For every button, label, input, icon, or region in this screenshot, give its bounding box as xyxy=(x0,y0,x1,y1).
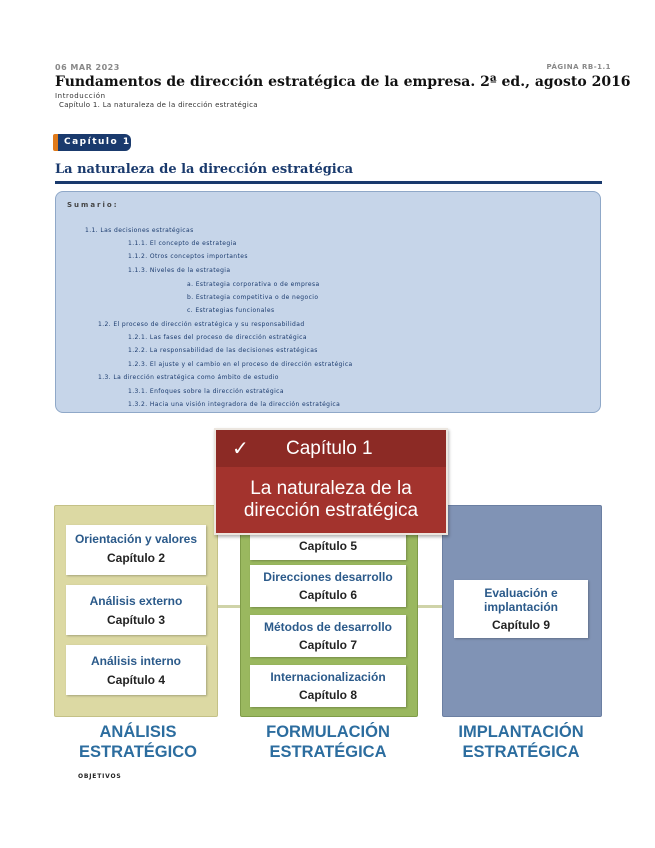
summary-heading: Sumario: xyxy=(67,201,119,209)
document-date: 06 MAR 2023 xyxy=(55,63,120,72)
card-internacionalizacion[interactable] xyxy=(250,665,406,707)
card-evaluacion-implantacion[interactable] xyxy=(454,580,588,638)
card-chapter: Capítulo 9 xyxy=(491,618,550,632)
card-chapter: Capítulo 4 xyxy=(106,673,165,687)
label-line: ESTRATÉGICA xyxy=(269,743,387,761)
highlight-chapter: Capítulo 1 xyxy=(286,438,373,459)
toc-item[interactable]: 1.1. Las decisiones estratégicas xyxy=(85,227,194,234)
toc-item[interactable]: a. Estrategia corporativa o de empresa xyxy=(187,281,320,288)
toc-item[interactable]: 1.2.1. Las fases del proceso de dirección estratégica xyxy=(128,334,307,341)
toc-item[interactable]: 1.1.3. Niveles de la estrategia xyxy=(128,267,231,274)
highlight-title-line2: dirección estratégica xyxy=(243,500,419,521)
card-title: Análisis interno xyxy=(90,654,182,668)
card-direcciones-desarrollo[interactable] xyxy=(250,565,406,607)
label-implantacion xyxy=(442,722,600,762)
toc-item[interactable]: 1.3.1. Enfoques sobre la dirección estratégica xyxy=(128,388,284,395)
chapter-title: La naturaleza de la dirección estratégica xyxy=(55,162,354,177)
card-title-line2: implantación xyxy=(483,600,558,614)
breadcrumb-capitulo-1[interactable]: Capítulo 1. La naturaleza de la dirección estratégica xyxy=(59,101,258,109)
toc-item[interactable]: 1.3. La dirección estratégica como ámbito de estudio xyxy=(98,374,279,381)
highlight-title-line1: La naturaleza de la xyxy=(250,478,412,499)
breadcrumb-introduccion[interactable]: Introducción xyxy=(55,92,106,100)
card-chapter: Capítulo 8 xyxy=(298,688,357,702)
label-formulacion xyxy=(240,722,416,762)
card-chapter: Capítulo 3 xyxy=(106,613,165,627)
book-title: Fundamentos de dirección estratégica de la empresa. 2ª ed., agosto 2016 xyxy=(55,74,631,90)
card-metodos-desarrollo[interactable] xyxy=(250,615,406,657)
label-line: FORMULACIÓN xyxy=(266,723,390,741)
label-line: ESTRATÉGICO xyxy=(79,743,197,761)
label-line: ANÁLISIS xyxy=(99,723,177,741)
label-line: ESTRATÉGICA xyxy=(462,743,580,761)
card-title: Métodos de desarrollo xyxy=(263,620,393,634)
toc-item[interactable]: 1.2.2. La responsabilidad de las decisiones estratégicas xyxy=(128,347,318,354)
page-number: PÁGINA RB-1.1 xyxy=(546,63,611,71)
card-title: Orientación y valores xyxy=(74,532,198,546)
toc-item[interactable]: b. Estrategia competitiva o de negocio xyxy=(187,294,319,301)
chapter-badge: Capítulo 1 xyxy=(53,134,131,151)
toc-item[interactable]: 1.3.2. Hacia una visión integradora de la dirección estratégica xyxy=(128,401,341,408)
card-chapter: Capítulo 7 xyxy=(298,638,357,652)
toc-item[interactable]: 1.2.3. El ajuste y el cambio en el proceso de dirección estratégica xyxy=(128,361,353,368)
chapter-1-highlight[interactable] xyxy=(214,428,448,535)
card-orientacion[interactable] xyxy=(66,525,206,575)
card-chapter: Capítulo 2 xyxy=(106,551,165,565)
card-analisis-interno[interactable] xyxy=(66,645,206,695)
card-title: Direcciones desarrollo xyxy=(263,570,393,584)
toc-item[interactable]: 1.1.1. El concepto de estrategia xyxy=(128,240,237,247)
card-title-line1: Evaluación e xyxy=(484,586,558,600)
toc-item[interactable]: c. Estrategias funcionales xyxy=(187,307,275,314)
title-divider xyxy=(55,181,602,184)
label-line: IMPLANTACIÓN xyxy=(458,723,584,741)
card-chapter: Capítulo 6 xyxy=(298,588,357,602)
check-icon: ✓ xyxy=(232,436,249,460)
label-analisis xyxy=(54,722,222,762)
toc-item[interactable]: 1.2. El proceso de dirección estratégica y su responsabilidad xyxy=(98,321,305,328)
card-analisis-externo[interactable] xyxy=(66,585,206,635)
strategy-diagram xyxy=(54,425,600,770)
card-title: Análisis externo xyxy=(89,594,183,608)
toc-item[interactable]: 1.1.2. Otros conceptos importantes xyxy=(128,253,248,260)
card-title: Internacionalización xyxy=(270,670,386,684)
card-chapter: Capítulo 5 xyxy=(298,539,357,553)
objetivos-heading: OBJETIVOS xyxy=(78,773,122,780)
